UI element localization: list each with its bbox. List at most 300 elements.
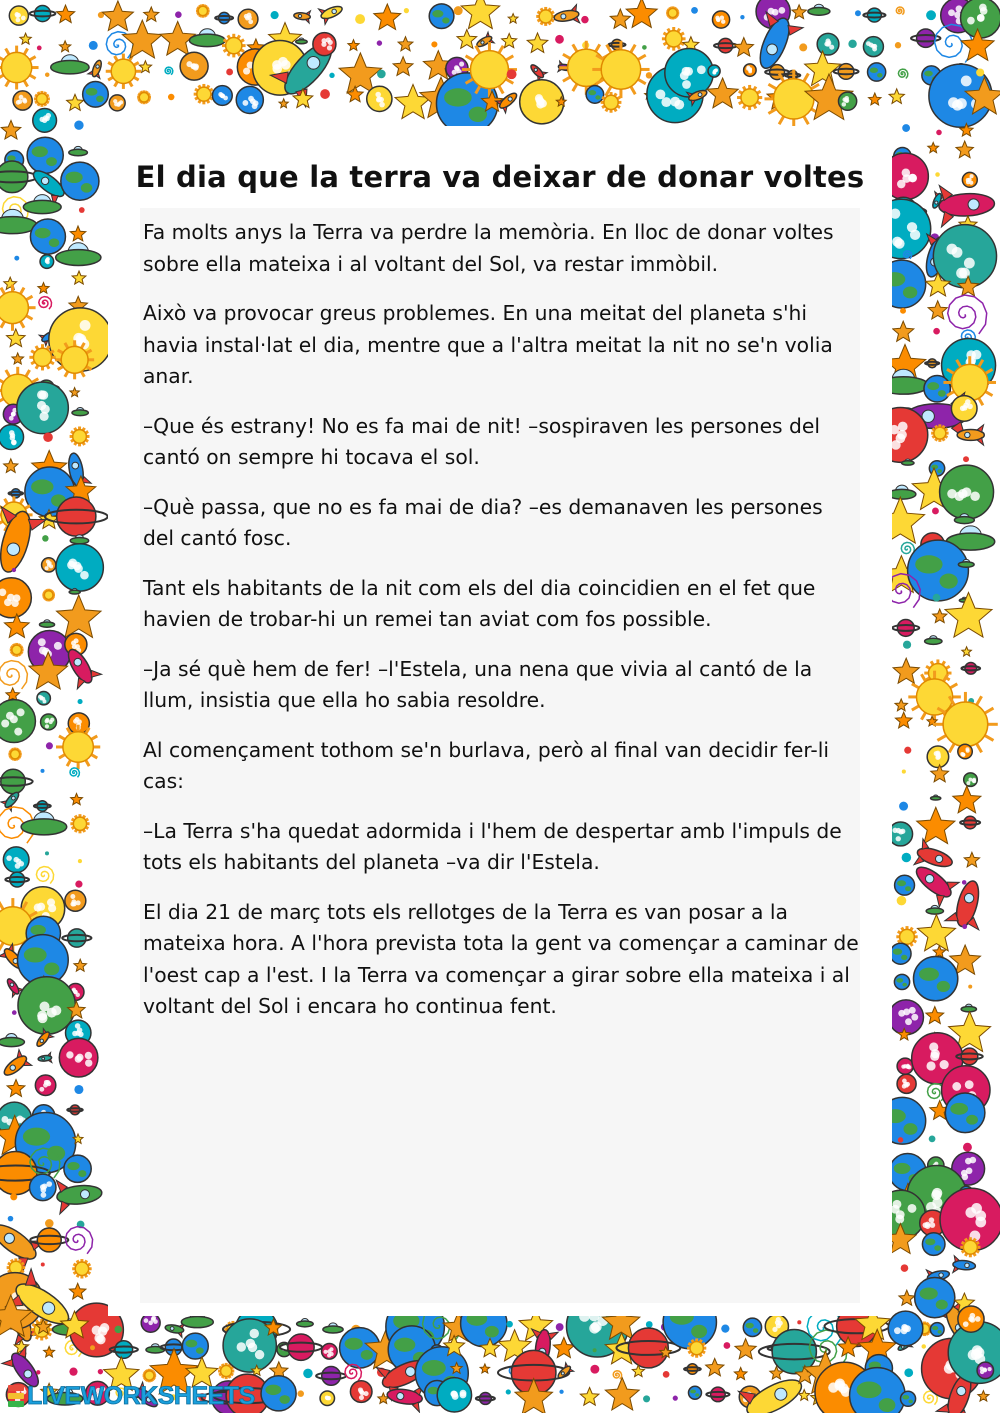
- star-dot-icon: [40, 769, 44, 773]
- earth-icon: [901, 1391, 916, 1406]
- star-icon: [928, 301, 947, 319]
- spiral-icon: [613, 1371, 621, 1379]
- star-dot-icon: [901, 1264, 909, 1272]
- star-dot-icon: [431, 41, 437, 47]
- ufo-icon: [72, 407, 88, 415]
- rocket-icon: [527, 61, 547, 81]
- ringed-planet-icon: [67, 1105, 83, 1115]
- star-icon: [889, 89, 904, 104]
- star-dot-icon: [45, 851, 49, 855]
- planet-icon: [322, 1343, 338, 1359]
- star-dot-icon: [69, 1368, 77, 1376]
- ufo-icon: [0, 1034, 24, 1047]
- planet-icon: [951, 396, 977, 422]
- planet-icon: [933, 225, 996, 288]
- star-dot-icon: [79, 207, 85, 213]
- sun-icon: [737, 85, 762, 110]
- star-dot-icon: [929, 1135, 936, 1142]
- paragraph: Això va provocar greus problemes. En una meitat del planeta s'hi havia instal·lat el dia, mentre que a l'altra meitat la nit no se'n volia anar.: [143, 301, 833, 388]
- star-icon: [70, 226, 86, 241]
- ringed-planet-icon: [215, 12, 233, 23]
- liveworksheets-logo[interactable]: [8, 1381, 255, 1411]
- planet-icon: [817, 33, 839, 55]
- ringed-planet-icon: [706, 1387, 729, 1402]
- logo-bar: [8, 1393, 24, 1399]
- rocket-icon: [553, 4, 581, 27]
- planet-icon: [238, 9, 258, 29]
- star-dot-icon: [673, 1396, 678, 1401]
- star-icon: [893, 658, 919, 683]
- ufo-icon: [961, 1004, 976, 1012]
- star-dot-icon: [968, 985, 972, 989]
- star-dot-icon: [355, 14, 365, 24]
- sun-icon: [70, 814, 89, 833]
- earth-icon: [182, 1333, 208, 1359]
- star-icon: [74, 959, 87, 971]
- star-dot-icon: [98, 1369, 103, 1374]
- planet-icon: [744, 64, 756, 76]
- star-icon: [139, 61, 151, 73]
- star-dot-icon: [797, 1320, 801, 1324]
- star-icon: [279, 99, 288, 108]
- ufo-icon: [931, 795, 941, 800]
- star-dot-icon: [303, 1369, 312, 1378]
- planet-icon: [17, 382, 69, 434]
- planet-icon: [897, 1074, 916, 1093]
- ringed-planet-icon: [863, 8, 885, 22]
- ringed-planet-icon: [30, 6, 56, 22]
- planet-icon: [320, 1391, 334, 1405]
- ringed-planet-icon: [5, 872, 29, 887]
- ufo-icon: [189, 29, 225, 47]
- rocket-icon: [952, 1256, 976, 1275]
- star-dot-icon: [506, 1321, 512, 1327]
- star-dot-icon: [168, 94, 174, 100]
- star-icon: [480, 1364, 490, 1373]
- paragraph: –Ja sé què hem de fer! –l'Estela, una nena que vivia al cantó de la llum, insistia que ella ho sabia resoldre.: [143, 656, 813, 712]
- star-icon: [72, 271, 86, 284]
- story-text: [143, 217, 859, 1041]
- sun-icon: [70, 427, 90, 447]
- ufo-icon: [51, 55, 89, 74]
- sun-icon: [10, 643, 24, 657]
- spiral-icon: [65, 1227, 92, 1254]
- star-dot-icon: [559, 1390, 563, 1394]
- earth-icon: [27, 137, 63, 173]
- star-dot-icon: [926, 10, 936, 20]
- rocket-icon: [495, 88, 521, 113]
- ringed-planet-icon: [960, 816, 980, 829]
- star-dot-icon: [963, 1143, 972, 1152]
- star-dot-icon: [740, 15, 744, 19]
- star-dot-icon: [78, 859, 82, 863]
- star-icon: [12, 353, 24, 364]
- star-icon: [580, 1388, 599, 1406]
- logo-mark-icon: [8, 1385, 24, 1407]
- planet-icon: [18, 977, 75, 1034]
- star-dot-icon: [935, 172, 940, 177]
- star-dot-icon: [14, 256, 19, 261]
- star-dot-icon: [900, 308, 906, 314]
- planet-icon: [141, 1313, 160, 1332]
- ufo-icon: [21, 812, 67, 835]
- star-dot-icon: [37, 46, 42, 51]
- star-dot-icon: [663, 1371, 670, 1378]
- logo-bar: [8, 1385, 24, 1391]
- earth-icon: [915, 1277, 955, 1317]
- star-icon: [70, 388, 80, 397]
- paragraph: Fa molts anys la Terra va perdre la memòria. En lloc de donar voltes sobre ella mateixa i al voltant del Sol, va restar immòbil.: [143, 220, 834, 276]
- planet-icon: [9, 6, 28, 25]
- paragraph: El dia 21 de març tots els rellotges de la Terra es van posar a la mateixa hora. A l'hora prevista tota la gent va començar a caminar de l'oest cap a l'est. I la Terra va començar a girar sobre ella mateixa i al voltant del Sol i encara ho continua fent.: [143, 899, 859, 1018]
- star-dot-icon: [45, 1219, 54, 1228]
- earth-icon: [261, 1376, 296, 1411]
- star-icon: [461, 0, 500, 29]
- ufo-icon: [296, 38, 307, 44]
- star-icon: [735, 1339, 756, 1359]
- planet-icon: [888, 1311, 923, 1346]
- earth-icon: [30, 219, 65, 254]
- paragraph: –La Terra s'ha quedat adormida i l'hem de despertar amb l'impuls de tots els habitants del planeta –va dir l'Estela.: [143, 818, 842, 874]
- star-icon: [931, 765, 949, 782]
- planet-icon: [35, 1075, 55, 1095]
- star-dot-icon: [404, 8, 409, 13]
- planet-icon: [313, 33, 336, 56]
- ufo-icon: [888, 485, 916, 499]
- star-dot-icon: [74, 121, 83, 130]
- spiral-icon: [70, 768, 79, 777]
- star-icon: [57, 595, 102, 637]
- planet-icon: [367, 86, 392, 111]
- sun-icon: [0, 285, 36, 331]
- planet-icon: [927, 746, 948, 767]
- star-icon: [626, 0, 657, 27]
- star-dot-icon: [848, 40, 856, 48]
- ufo-icon: [297, 1319, 314, 1327]
- star-dot-icon: [903, 641, 911, 649]
- star-icon: [926, 1007, 944, 1024]
- rocket-icon: [38, 1052, 53, 1064]
- star-dot-icon: [41, 1262, 45, 1266]
- planet-icon: [708, 65, 720, 77]
- planet-icon: [889, 822, 913, 846]
- rocket-icon: [0, 505, 47, 578]
- star-dot-icon: [895, 42, 901, 48]
- star-icon: [978, 1391, 989, 1401]
- star-icon: [102, 1, 133, 31]
- planet-icon: [889, 1000, 924, 1035]
- star-icon: [395, 84, 431, 118]
- earth-icon: [930, 1323, 944, 1337]
- star-icon: [792, 5, 807, 19]
- star-dot-icon: [899, 802, 908, 811]
- spiral-icon: [948, 295, 987, 334]
- star-dot-icon: [855, 10, 861, 16]
- planet-icon: [863, 37, 883, 57]
- ufo-icon: [323, 1323, 343, 1333]
- planet-icon: [838, 92, 856, 110]
- spiral-icon: [0, 661, 27, 689]
- planet-icon: [964, 773, 978, 787]
- planet-icon: [65, 890, 86, 911]
- planet-icon: [977, 1362, 993, 1378]
- star-dot-icon: [90, 1345, 95, 1350]
- sun-icon: [34, 91, 50, 107]
- star-dot-icon: [898, 1137, 903, 1142]
- star-dot-icon: [377, 40, 382, 45]
- star-icon: [899, 1290, 915, 1305]
- star-icon: [122, 20, 162, 58]
- star-dot-icon: [10, 1193, 17, 1200]
- star-dot-icon: [590, 1365, 599, 1374]
- star-dot-icon: [12, 1010, 17, 1015]
- star-icon: [348, 40, 359, 51]
- paragraph: –Què passa, que no es fa mai de dia? –es demanaven les persones del cantó fosc.: [143, 494, 823, 550]
- star-icon: [56, 5, 74, 23]
- earth-icon: [868, 63, 886, 81]
- star-dot-icon: [933, 594, 941, 602]
- star-dot-icon: [89, 41, 98, 50]
- planet-icon: [958, 1306, 984, 1332]
- logo-bar: [8, 1401, 24, 1407]
- earth-icon: [743, 1318, 761, 1336]
- star-icon: [457, 30, 477, 49]
- planet-icon: [3, 847, 29, 873]
- star-dot-icon: [593, 1348, 597, 1352]
- planet-icon: [40, 255, 54, 269]
- worksheet-title: El dia que la terra va deixar de donar voltes: [135, 160, 865, 194]
- star-dot-icon: [962, 924, 967, 929]
- sun-icon: [42, 589, 55, 602]
- sun-icon: [72, 1259, 91, 1278]
- star-dot-icon: [320, 89, 330, 99]
- spiral-icon: [165, 67, 173, 75]
- star-dot-icon: [297, 1390, 304, 1397]
- planet-icon: [59, 1038, 98, 1077]
- star-icon: [7, 329, 26, 347]
- star-dot-icon: [36, 1370, 40, 1374]
- ringed-planet-icon: [34, 801, 51, 812]
- star-icon: [38, 283, 49, 294]
- star-dot-icon: [962, 880, 967, 885]
- ringed-planet-icon: [714, 38, 737, 52]
- ufo-icon: [926, 905, 943, 914]
- earth-icon: [895, 875, 915, 895]
- star-dot-icon: [75, 881, 82, 888]
- star-icon: [945, 592, 992, 637]
- star-dot-icon: [902, 124, 910, 132]
- sun-icon: [196, 4, 210, 18]
- star-icon: [706, 1358, 724, 1375]
- star-dot-icon: [12, 568, 16, 572]
- star-dot-icon: [581, 16, 588, 23]
- rocket-icon: [88, 58, 106, 79]
- ringed-planet-icon: [961, 662, 980, 674]
- star-icon: [374, 4, 401, 30]
- ufo-icon: [39, 620, 54, 628]
- planet-icon: [520, 80, 564, 124]
- planet-icon: [437, 1378, 471, 1412]
- sun-icon: [0, 46, 39, 90]
- earth-icon: [64, 1155, 91, 1182]
- star-dot-icon: [936, 130, 942, 136]
- spiral-icon: [39, 297, 52, 310]
- planet-icon: [180, 52, 208, 80]
- earth-icon: [586, 86, 604, 104]
- star-dot-icon: [329, 73, 334, 78]
- star-icon: [20, 33, 31, 44]
- star-dot-icon: [932, 508, 939, 515]
- sun-icon: [56, 725, 100, 769]
- ringed-planet-icon: [476, 1393, 495, 1405]
- ringed-planet-icon: [892, 619, 919, 636]
- planet-icon: [0, 425, 24, 450]
- star-dot-icon: [724, 1342, 731, 1349]
- planet-icon: [0, 700, 35, 743]
- star-icon: [805, 51, 841, 85]
- star-dot-icon: [506, 1389, 511, 1394]
- ringed-planet-icon: [0, 769, 33, 794]
- star-dot-icon: [902, 770, 906, 774]
- star-dot-icon: [646, 72, 652, 78]
- ringed-planet-icon: [9, 489, 24, 498]
- earth-icon: [924, 376, 950, 402]
- star-icon: [71, 793, 83, 804]
- star-dot-icon: [643, 1395, 650, 1402]
- star-dot-icon: [976, 68, 984, 76]
- planet-icon: [33, 109, 57, 133]
- star-icon: [610, 9, 630, 28]
- star-dot-icon: [721, 1324, 729, 1332]
- earth-icon: [908, 540, 969, 601]
- star-dot-icon: [454, 6, 463, 15]
- rocket-icon: [318, 0, 345, 24]
- star-dot-icon: [933, 328, 940, 335]
- planet-icon: [940, 465, 994, 519]
- star-icon: [893, 321, 914, 341]
- planet-icon: [0, 578, 31, 618]
- star-icon: [508, 14, 518, 23]
- star-dot-icon: [377, 70, 386, 79]
- star-icon: [734, 38, 753, 57]
- planet-icon: [958, 744, 972, 758]
- ringed-planet-icon: [316, 1367, 346, 1386]
- ringed-planet-icon: [925, 359, 939, 368]
- planet-icon: [665, 48, 713, 96]
- rocket-icon: [0, 1049, 32, 1082]
- star-icon: [527, 33, 548, 53]
- paragraph: Tant els habitants de la nit com els del dia coincidien en el fet que havien de trobar-hi un remei tan aviat com fos possible.: [143, 575, 816, 631]
- earth-icon: [429, 4, 454, 29]
- star-dot-icon: [78, 699, 83, 704]
- star-dot-icon: [691, 7, 698, 14]
- spiral-icon: [898, 69, 907, 78]
- star-icon: [67, 94, 84, 110]
- star-dot-icon: [74, 1085, 83, 1094]
- ringed-planet-icon: [62, 929, 91, 947]
- planet-icon: [962, 172, 977, 187]
- star-dot-icon: [902, 853, 912, 863]
- star-icon: [502, 33, 517, 47]
- sun-icon: [8, 748, 21, 761]
- star-dot-icon: [226, 69, 233, 76]
- star-dot-icon: [271, 11, 279, 19]
- star-icon: [44, 1346, 55, 1357]
- paragraph: –Que és estrany! No es fa mai de nit! –sospiraven les persones del cantó on sempre hi tocava el sol.: [143, 413, 821, 469]
- star-icon: [1, 120, 21, 139]
- star-dot-icon: [963, 456, 969, 462]
- earth-icon: [61, 162, 99, 200]
- star-icon: [895, 699, 908, 711]
- star-dot-icon: [799, 43, 807, 51]
- logo-text: LIVEWORKSHEETS: [27, 1381, 255, 1410]
- star-dot-icon: [42, 535, 48, 541]
- star-icon: [869, 93, 882, 105]
- star-dot-icon: [45, 72, 49, 76]
- star-icon: [953, 786, 981, 813]
- star-icon: [734, 1367, 747, 1379]
- star-dot-icon: [904, 747, 911, 754]
- star-icon: [928, 142, 939, 152]
- ringed-planet-icon: [608, 39, 625, 50]
- planet-icon: [42, 558, 56, 572]
- sun-icon: [662, 27, 686, 51]
- ufo-icon: [69, 146, 88, 155]
- planet-icon: [109, 95, 125, 111]
- star-icon: [7, 1080, 25, 1097]
- star-dot-icon: [921, 1344, 926, 1349]
- star-icon: [895, 712, 912, 728]
- planet-icon: [350, 1381, 372, 1403]
- planet-icon: [37, 691, 50, 704]
- sun-icon: [106, 54, 141, 89]
- star-dot-icon: [8, 1216, 14, 1222]
- star-dot-icon: [646, 1321, 653, 1328]
- planet-icon: [41, 714, 57, 730]
- spiral-icon: [896, 7, 904, 15]
- earth-icon: [894, 974, 909, 989]
- star-icon: [4, 459, 18, 473]
- rocket-icon: [293, 9, 311, 23]
- ringed-planet-icon: [684, 1364, 701, 1374]
- planet-icon: [212, 86, 232, 106]
- star-icon: [956, 141, 973, 158]
- star-dot-icon: [642, 45, 647, 50]
- planet-icon: [236, 86, 263, 113]
- star-icon: [605, 1378, 639, 1410]
- star-dot-icon: [114, 1326, 122, 1334]
- sun-icon: [536, 7, 555, 26]
- sun-icon: [137, 90, 151, 104]
- ufo-icon: [808, 4, 830, 15]
- planet-icon: [961, 0, 1000, 38]
- sun-icon: [194, 84, 214, 104]
- sun-icon: [666, 6, 679, 19]
- earth-icon: [890, 943, 911, 964]
- earth-icon: [945, 1093, 985, 1133]
- planet-icon: [30, 1174, 56, 1200]
- star-icon: [144, 7, 159, 21]
- star-dot-icon: [175, 11, 182, 18]
- star-dot-icon: [897, 896, 907, 906]
- star-icon: [962, 647, 972, 656]
- paragraph: Al començament tothom se'n burlava, però al final van decidir fer-li cas:: [143, 737, 829, 793]
- earth-icon: [913, 957, 957, 1001]
- star-dot-icon: [46, 742, 53, 749]
- earth-icon: [922, 1233, 945, 1256]
- star-dot-icon: [555, 35, 564, 44]
- star-icon: [393, 57, 413, 76]
